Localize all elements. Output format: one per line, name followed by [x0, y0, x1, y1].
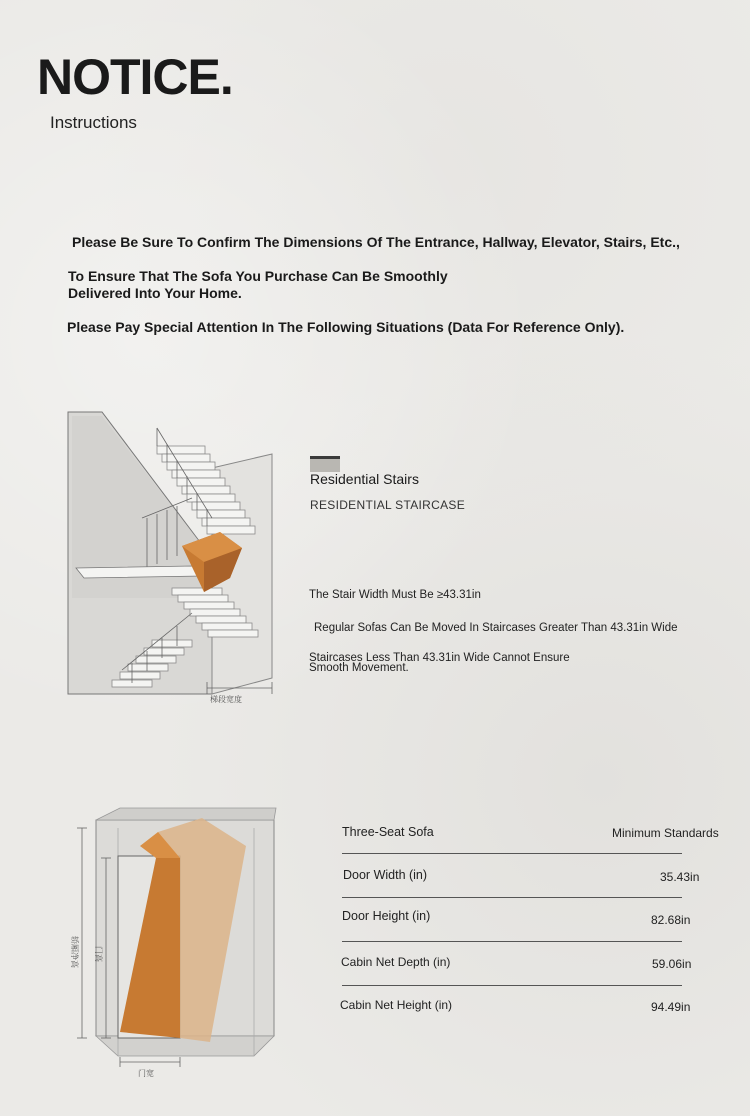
intro-line-2b: Delivered Into Your Home. — [68, 285, 242, 301]
table-divider — [342, 985, 682, 986]
door-height-label: 门高 — [94, 946, 103, 962]
table-divider — [342, 897, 682, 898]
intro-line-2a: To Ensure That The Sofa You Purchase Can Be Smoothly — [68, 268, 448, 284]
intro-line-3: Please Pay Special Attention In The Following Situations (Data For Reference Only). — [67, 319, 625, 335]
table-row-label: Cabin Net Height (in) — [340, 998, 453, 1012]
stairs-note-3a: Staircases Less Than 43.31in Wide Cannot Ensure — [309, 652, 570, 664]
section-mark-icon — [310, 456, 340, 472]
table-divider — [342, 853, 682, 854]
table-row-value: 59.06in — [652, 957, 692, 971]
table-row-value: 82.68in — [651, 913, 691, 927]
table-header-left: Three-Seat Sofa — [342, 825, 434, 839]
staircase-illustration — [62, 408, 282, 708]
intro-line-1: Please Be Sure To Confirm The Dimensions Of The Entrance, Hallway, Elevator, Stairs, Etc., — [72, 234, 680, 250]
table-divider — [342, 941, 682, 942]
table-row-label: Door Width (in) — [343, 868, 428, 882]
cabin-height-label: 轿厢净高 — [70, 936, 79, 968]
elevator-illustration — [62, 806, 282, 1082]
stairs-note-3b: Smooth Movement. — [309, 662, 409, 674]
page-title: NOTICE. — [37, 49, 233, 105]
page-subtitle: Instructions — [50, 113, 137, 132]
table-row-value: 94.49in — [651, 1000, 691, 1014]
stairs-note-2: Regular Sofas Can Be Moved In Staircases Greater Than 43.31in Wide — [314, 622, 678, 634]
stairs-subtitle: RESIDENTIAL STAIRCASE — [310, 498, 465, 512]
table-row-label: Door Height (in) — [342, 909, 431, 923]
stairs-note-1: The Stair Width Must Be ≥43.31in — [309, 589, 481, 601]
stairs-title: Residential Stairs — [310, 471, 419, 487]
door-width-label: 门宽 — [138, 1069, 154, 1078]
stair-width-label: 梯段宽度 — [210, 695, 242, 704]
table-row-value: 35.43in — [660, 870, 700, 884]
table-row-label: Cabin Net Depth (in) — [341, 955, 451, 969]
table-header-right: Minimum Standards — [612, 826, 719, 840]
